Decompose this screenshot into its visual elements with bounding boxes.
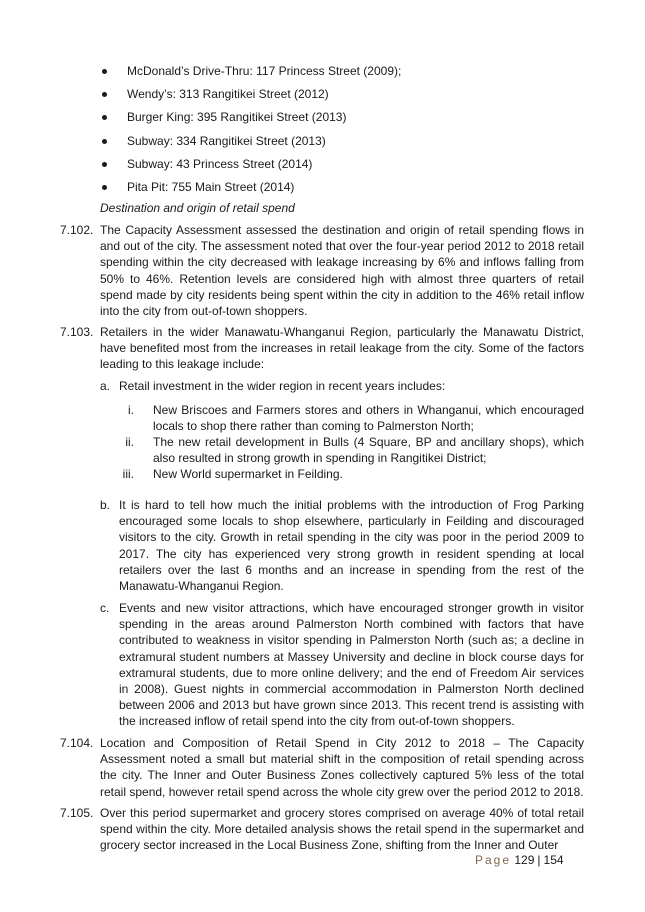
sub-item-text: New Briscoes and Farmers stores and others in Whanganui, which encouraged locals to shop there rather than coming to Palmerston North; xyxy=(153,403,584,434)
list-item-c xyxy=(100,600,584,730)
paragraph-7-105 xyxy=(60,805,584,854)
bullet-icon xyxy=(102,69,107,74)
page-number: 129 xyxy=(514,853,535,867)
paragraph-text: Retailers in the wider Manawatu-Whanganui Region, particularly the Manawatu District, have benefited most from the increases in retail leakage from the city. Some of the factors leading to this leakage include: xyxy=(100,325,584,372)
sub-item-text: New World supermarket in Feilding. xyxy=(153,467,343,481)
list-item: Burger King: 395 Rangitikei Street (2013) xyxy=(100,106,401,129)
total-pages: 154 xyxy=(543,853,564,867)
paragraph-number: 7.105. xyxy=(60,806,94,820)
bullet-icon xyxy=(102,92,107,97)
page-separator: | xyxy=(537,853,541,867)
list-item: Wendy’s: 313 Rangitikei Street (2012) xyxy=(100,83,401,106)
item-label: a. xyxy=(100,379,111,393)
bullet-icon xyxy=(102,162,107,167)
paragraph-7-103 xyxy=(60,324,584,373)
paragraph-7-104 xyxy=(60,735,584,800)
list-item: Subway: 334 Rangitikei Street (2013) xyxy=(100,130,401,153)
paragraph-number: 7.102. xyxy=(60,223,94,237)
list-item-b xyxy=(100,497,584,594)
item-text: It is hard to tell how much the initial problems with the introduction of Frog Parking encouraged some locals to shop elsewhere, particularly in Feilding and discouraged visitors to the city. Growth in retail spending in the city was poor in the period 2009 to 2017. The city has experienced very strong growth in resident spending at local retailers over the last 6 months and an increase in spending from the rest of the Manawatu-Whanganui Region. xyxy=(119,498,584,594)
sub-item-text: The new retail development in Bulls (4 Square, BP and ancillary shops), which also resulted in strong growth in spending in Rangitikei District; xyxy=(153,435,584,466)
bullet-icon xyxy=(102,139,107,144)
sub-item-i xyxy=(115,402,584,434)
bullet-icon xyxy=(102,185,107,190)
bullet-icon xyxy=(102,115,107,120)
list-item: Pita Pit: 755 Main Street (2014) xyxy=(100,176,401,199)
item-text: Retail investment in the wider region in recent years includes: xyxy=(119,379,446,393)
paragraph-7-102 xyxy=(60,222,584,319)
list-item: Subway: 43 Princess Street (2014) xyxy=(100,153,401,176)
fast-food-list xyxy=(100,60,401,199)
sub-item-ii xyxy=(115,434,584,466)
sub-item-label: i. xyxy=(128,403,134,417)
item-label: c. xyxy=(100,601,110,615)
section-subheading: Destination and origin of retail spend xyxy=(100,201,295,215)
page-word: Page xyxy=(475,853,512,867)
sub-item-label: ii. xyxy=(125,435,134,449)
item-text: Events and new visitor attractions, which have encouraged stronger growth in visitor spending in the areas around Palmerston North combined with factors that have contributed to weakness in visitor spending in Palmerston North (such as; a decline in extramural student numbers at Massey University and decline in block course days for extramural students, due to more online delivery; and the end of Freedom Air services in 2008). Guest nights in commercial accommodation in Palmerston North declined between 2006 and 2013 but have grown since 2013. This recent trend is assisting with the increased inflow of retail spend into the city from out-of-town shoppers. xyxy=(119,601,584,729)
paragraph-text: Over this period supermarket and grocery stores comprised on average 40% of total retail spend within the city. More detailed analysis shows the retail spend in the supermarket and grocery sector increased in the Local Business Zone, shifting from the Inner and Outer xyxy=(100,806,584,853)
item-label: b. xyxy=(100,498,111,512)
sub-item-iii xyxy=(115,466,584,482)
page-footer xyxy=(475,850,564,870)
paragraph-number: 7.103. xyxy=(60,325,94,339)
list-item-a xyxy=(100,378,584,394)
list-item: McDonald’s Drive-Thru: 117 Princess Street (2009); xyxy=(100,60,401,83)
sub-item-label: iii. xyxy=(122,467,134,481)
paragraph-number: 7.104. xyxy=(60,736,94,750)
paragraph-text: The Capacity Assessment assessed the destination and origin of retail spending flows in and out of the city. The assessment noted that over the four-year period 2012 to 2018 retail spending within the city decreased with leakage increasing by 6% and inflows falling from 50% to 46%. Retention levels are considered high with almost three quarters of retail spend made by city residents being spent within the city in addition to the 46% retail inflow into the city from out-of-town shoppers. xyxy=(100,223,584,319)
paragraph-text: Location and Composition of Retail Spend in City 2012 to 2018 – The Capacity Assessment noted a small but material shift in the composition of retail spending across the city. The Inner and Outer Business Zones collectively captured 5% less of the total retail spend, however retail spend across the whole city grew over the period 2012 to 2018. xyxy=(100,736,584,799)
